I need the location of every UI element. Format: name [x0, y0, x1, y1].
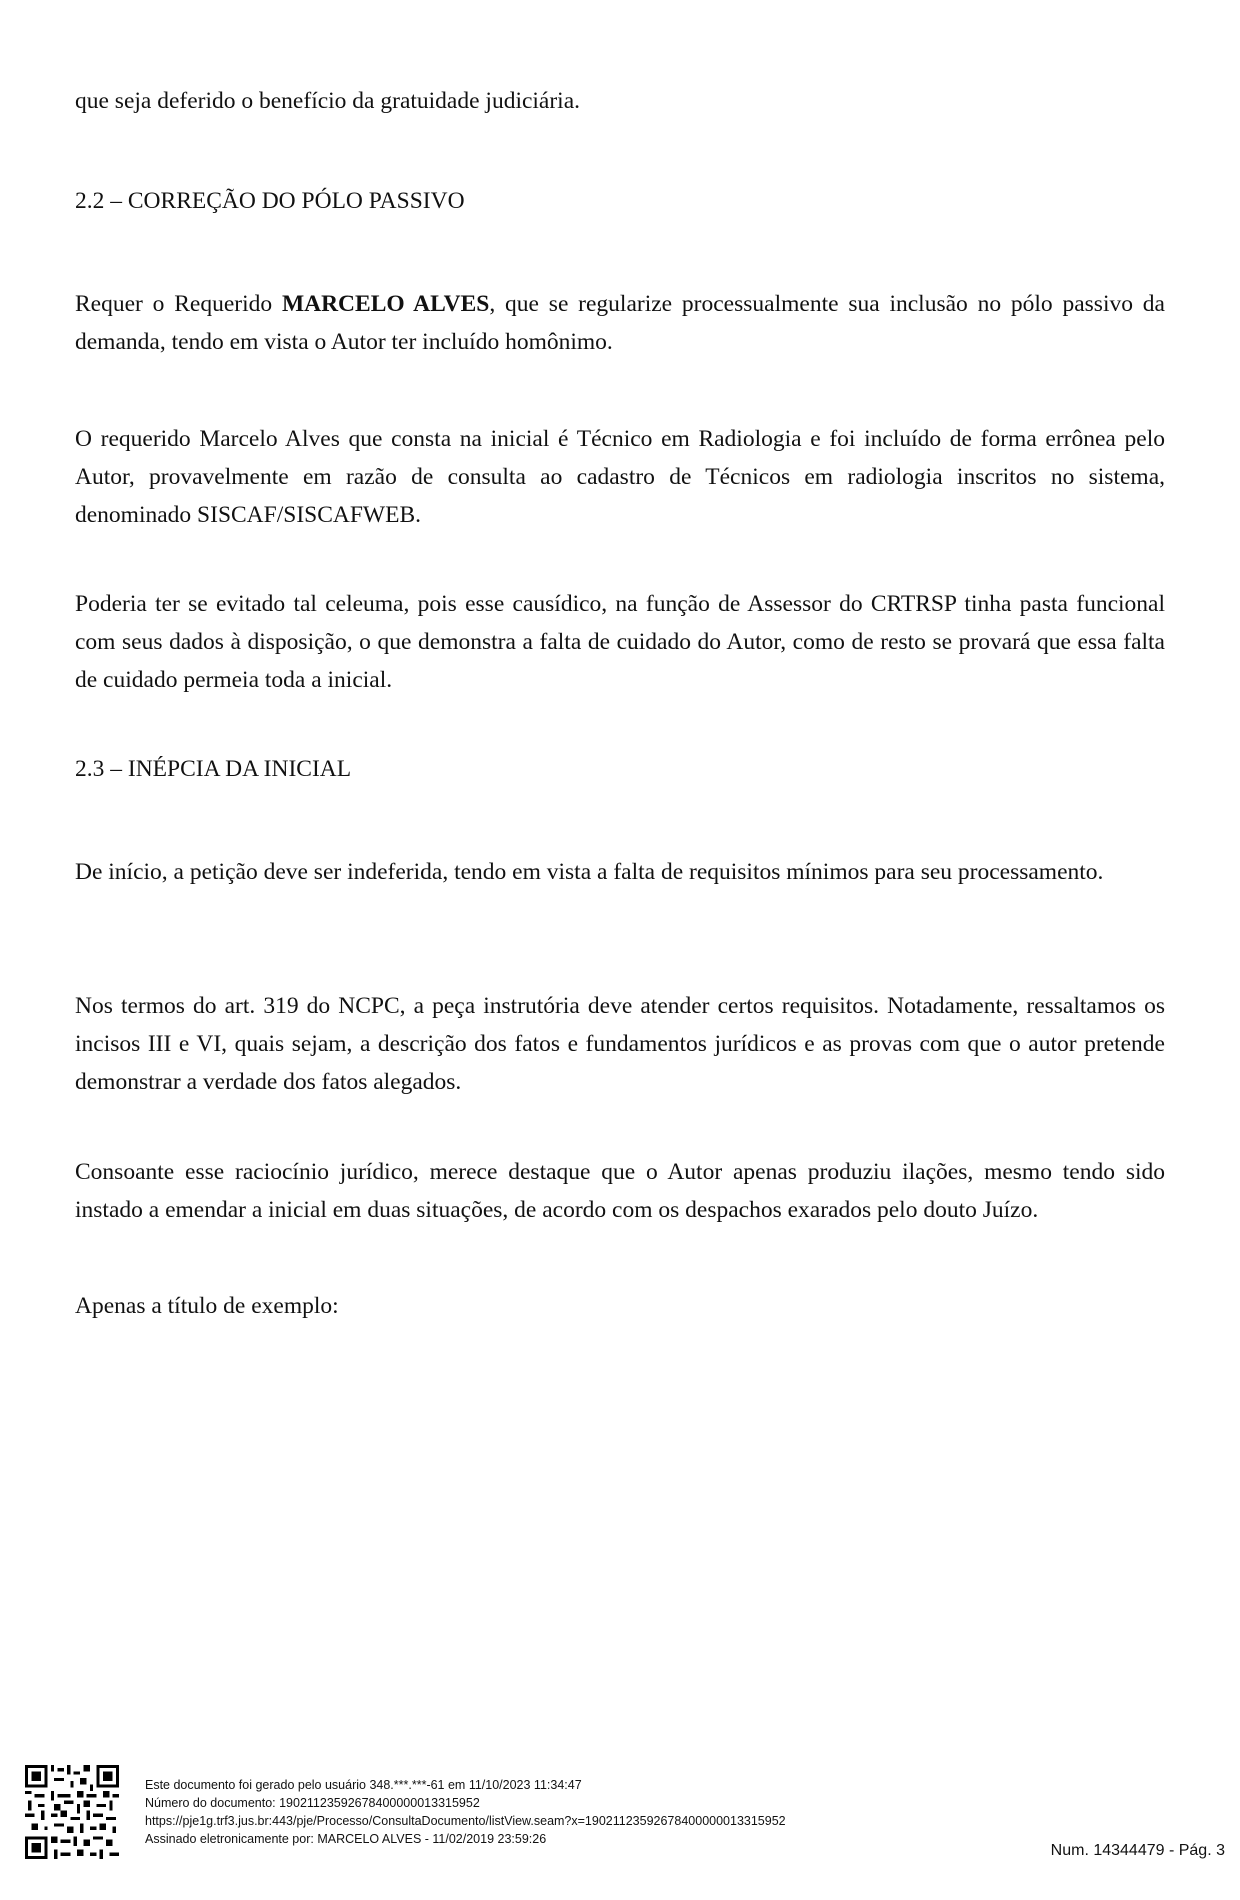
text-run: , que se regularize processualmente sua inclusão no pólo passivo da demanda, tendo em vista o Autor ter incluído homônimo. — [75, 291, 1165, 355]
paragraph-lack-of-care: Poderia ter se evitado tal celeuma, pois esse causídico, na função de Assessor do CRTRSP tinha pasta funcional com seus dados à disposição, o que demonstra a falta de cuidado do Autor, como de resto se provará que essa falta de cuidado permeia toda a inicial. — [75, 591, 1165, 693]
footer-generated-by: Este documento foi gerado pelo usuário 348.***.***-61 em 11/10/2023 11:34:47 — [145, 1778, 582, 1792]
text-run: Requer o Requerido — [75, 291, 282, 317]
paragraph-indeferral: De início, a petição deve ser indeferida, tendo em vista a falta de requisitos mínimos para seu processamento. — [75, 859, 1104, 885]
paragraph-example-intro: Apenas a título de exemplo: — [75, 1293, 339, 1319]
paragraph-gratuity: que seja deferido o benefício da gratuidade judiciária. — [75, 88, 581, 114]
footer-signature: Assinado eletronicamente por: MARCELO ALVES - 11/02/2019 23:59:26 — [145, 1832, 547, 1846]
paragraph-homonym-explanation: O requerido Marcelo Alves que consta na inicial é Técnico em Radiologia e foi incluído de forma errônea pelo Autor, provavelmente em razão de consulta ao cadastro de Técnicos em radiologia inscritos no sistema, denominado SISCAF/SISCAFWEB. — [75, 426, 1165, 528]
paragraph-ncpc-319: Nos termos do art. 319 do NCPC, a peça instrutória deve atender certos requisitos. Notadamente, ressaltamos os incisos III e VI, quais sejam, a descrição dos fatos e fundamentos jurídicos e as provas com que o autor pretende demonstrar a verdade dos fatos alegados. — [75, 993, 1165, 1095]
section-heading-2-2: 2.2 – CORREÇÃO DO PÓLO PASSIVO — [75, 188, 465, 214]
bold-name: MARCELO ALVES — [281, 291, 490, 317]
qr-code-icon — [25, 1765, 119, 1859]
section-heading-2-3: 2.3 – INÉPCIA DA INICIAL — [75, 756, 352, 782]
paragraph-legal-reasoning: Consoante esse raciocínio jurídico, merece destaque que o Autor apenas produziu ilações, mesmo tendo sido instado a emendar a inicial em duas situações, de acordo com os despachos exarados pelo douto Juízo. — [75, 1159, 1165, 1223]
page-number: Num. 14344479 - Pág. 3 — [1050, 1842, 1225, 1859]
document-footer — [145, 1776, 786, 1848]
footer-document-number: Número do documento: 19021123592678400000013315952 — [145, 1796, 480, 1810]
footer-document-url[interactable]: https://pje1g.trf3.jus.br:443/pje/Processo/ConsultaDocumento/listView.seam?x=19021123592678400000013315952 — [145, 1814, 786, 1828]
paragraph-passive-pole-request — [75, 285, 1165, 361]
